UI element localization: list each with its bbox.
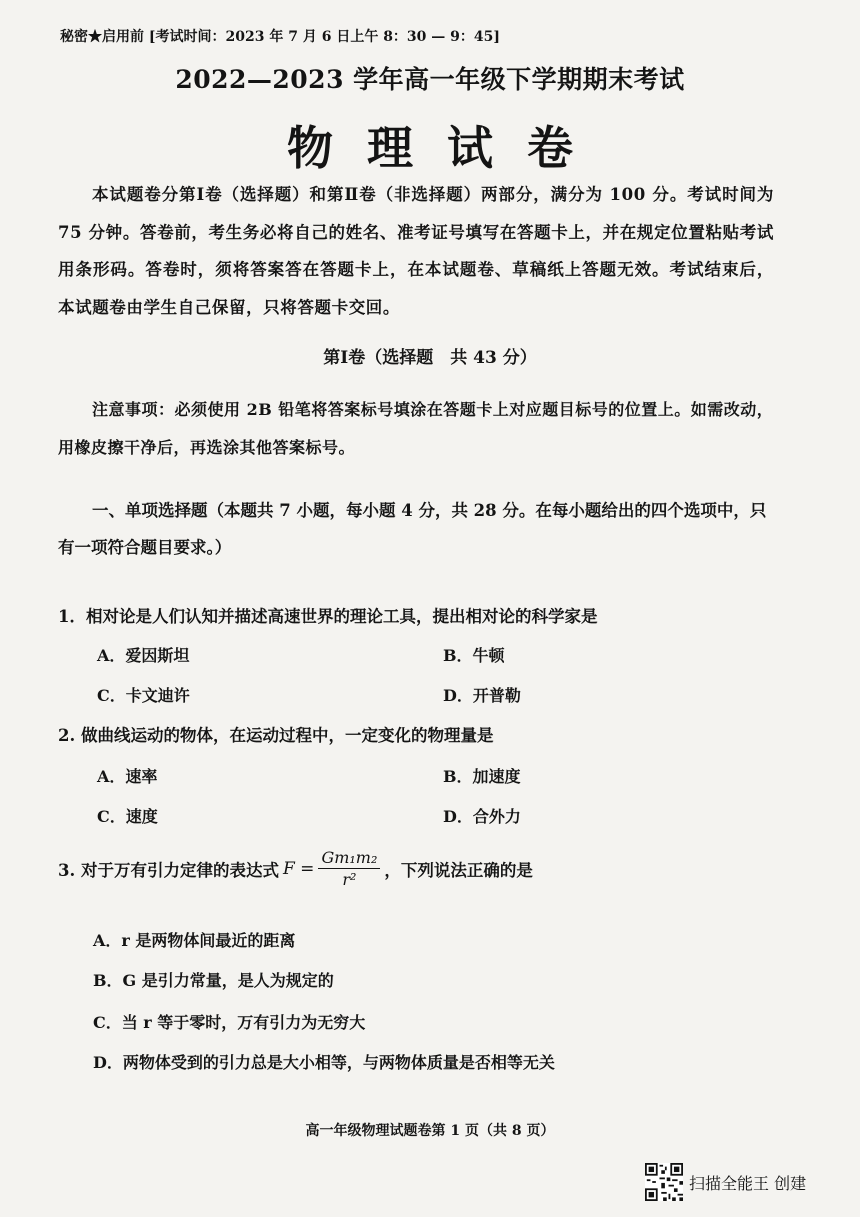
confidential-header: 秘密★启用前 [考试时间：2023 年 7 月 6 日上午 8：30 — 9：45] — [60, 29, 501, 45]
question-3-stem-before: 3. 对于万有引力定律的表达式 — [58, 860, 279, 880]
formula-numerator: Gm₁m₂ — [318, 848, 380, 869]
question-1-stem: 1．相对论是人们认知并描述高速世界的理论工具，提出相对论的科学家是 — [58, 607, 598, 626]
page-footer: 高一年级物理试题卷第 1 页（共 8 页） — [305, 1123, 555, 1139]
question-1-option-a: A．爱因斯坦 — [97, 646, 190, 665]
question-2-option-b: B．加速度 — [443, 767, 521, 786]
question-3-option-b: B．G 是引力常量，是人为规定的 — [93, 971, 334, 990]
scanner-watermark — [645, 1163, 806, 1201]
question-2-option-d: D．合外力 — [443, 807, 521, 826]
question-3-option-a: A．r 是两物体间最近的距离 — [93, 931, 296, 950]
subject-title: 物理试卷 — [287, 121, 607, 175]
notice-text: 注意事项：必须使用 2B 铅笔将答案标号填涂在答题卡上对应题目标号的位置上。如需改动，用橡皮擦干净后，再选涂其他答案标号。 — [58, 400, 774, 457]
exam-title: 2022—2023 学年高一年级下学期期末考试 — [175, 65, 685, 94]
question-3-option-c: C．当 r 等于零时，万有引力为无穷大 — [93, 1013, 366, 1032]
scanner-label: 扫描全能王 创建 — [689, 1173, 807, 1193]
question-2-option-c: C．速度 — [97, 807, 158, 826]
question-3-stem-after: ，下列说法正确的是 — [384, 860, 533, 880]
question-1-option-c: C．卡文迪许 — [97, 686, 190, 705]
section-title: 第Ⅰ卷（选择题 共 43 分） — [323, 348, 537, 368]
part-heading: 一、单项选择题（本题共 7 小题，每小题 4 分，共 28 分。在每小题给出的四个选项中，只有一项符合题目要求。） — [58, 501, 767, 557]
gravitation-formula — [318, 848, 380, 889]
question-1-option-d: D．开普勒 — [443, 686, 521, 705]
question-2-option-a: A．速率 — [97, 767, 158, 786]
exam-instructions: 本试题卷分第Ⅰ卷（选择题）和第Ⅱ卷（非选择题）两部分，满分为 100 分。考试时间为 75 分钟。答卷前，考生务必将自己的姓名、准考证号填写在答题卡上，并在规定位置粘贴考试用条形码。答卷时，须将答案答在答题卡上，在本试题卷、草稿纸上答题无效。考试结束后，本试题卷由学生自己保留，只将答题卡交回。 — [58, 185, 774, 317]
question-1-option-b: B．牛顿 — [443, 646, 505, 665]
question-2-stem: 2. 做曲线运动的物体，在运动过程中，一定变化的物理量是 — [58, 726, 494, 745]
question-3-option-d: D．两物体受到的引力总是大小相等，与两物体质量是否相等无关 — [93, 1053, 555, 1072]
qr-code-icon — [645, 1163, 683, 1201]
formula-denominator: r² — [342, 870, 357, 889]
question-3-stem — [58, 848, 533, 889]
formula-lhs: F = — [282, 858, 315, 879]
